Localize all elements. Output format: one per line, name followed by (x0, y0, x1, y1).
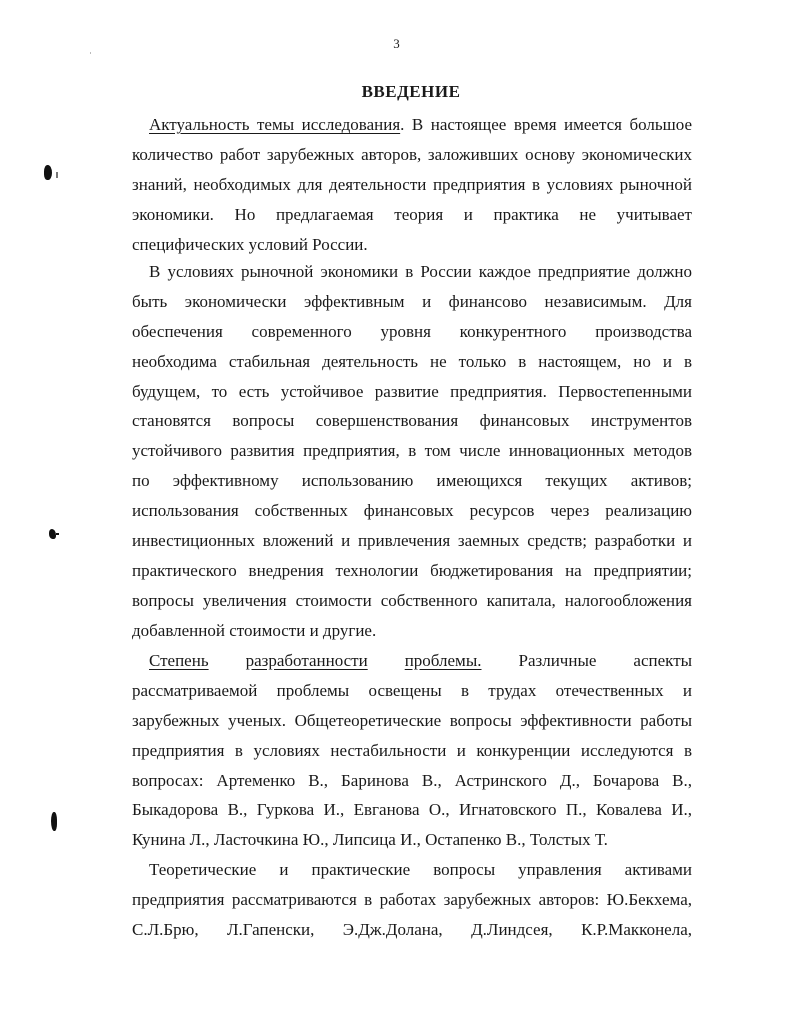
scan-artifact (56, 533, 59, 535)
scan-artifact (51, 812, 57, 831)
scan-artifact (44, 165, 52, 180)
text-line: предприятия в условиях нестабильности и конкуренции исследуются в (132, 740, 692, 760)
page-number: 3 (393, 36, 400, 51)
degree-heading-word: Степень (149, 651, 209, 670)
text-line: зарубежных ученых. Общетеоретические вопросы эффективности работы (132, 710, 692, 730)
paragraph-theoretical-questions (132, 855, 692, 945)
text-line: необходима стабильная деятельность не только в настоящем, но и в (132, 351, 692, 371)
text-line: количество работ зарубежных авторов, заложивших основу экономических (132, 144, 692, 164)
text-line: по эффективному использованию имеющихся текущих активов; (132, 471, 692, 491)
text-line: инвестиционных вложений и привлечения заемных средств; разработки и (132, 531, 692, 551)
text-line: устойчивого развития предприятия, в том числе инновационных методов (132, 441, 692, 461)
paragraph-market-economy (132, 257, 692, 646)
degree-heading-word: проблемы. (404, 651, 482, 670)
text-line: С.Л.Брю, Л.Гапенски, Э.Дж.Долана, Д.Линдсея, К.Р.Макконела, (132, 919, 692, 939)
text-line: рассматриваемой проблемы освещены в трудах отечественных и (132, 680, 692, 700)
text-segment: Различные (518, 651, 597, 670)
degree-heading-word: разработанности (245, 651, 368, 670)
text-line: предприятия рассматриваются в работах зарубежных авторов: Ю.Бекхема, (132, 889, 692, 909)
scan-artifact (56, 172, 58, 178)
scan-artifact (90, 52, 91, 54)
text-line: Теоретические и практические вопросы управления активами (149, 860, 692, 879)
text-line: экономики. Но предлагаемая теория и практика не учитывает (132, 204, 692, 224)
text-line: Кунина Л., Ласточкина Ю., Липсица И., Остапенко В., Толстых Т. (132, 830, 608, 850)
text-line: вопросах: Артеменко В., Баринова В., Астринского Д., Бочарова В., (132, 770, 692, 790)
text-segment: . В настоящее время имеется большое (400, 115, 693, 134)
text-line: вопросы увеличения стоимости собственного капитала, налогообложения (132, 590, 692, 610)
text-line: практического внедрения технологии бюджетирования на предприятии; (132, 560, 692, 580)
text-line: специфических условий России. (132, 234, 368, 254)
text-line: знаний, необходимых для деятельности предприятия в условиях рыночной (132, 174, 692, 194)
text-line: становятся вопросы совершенствования финансовых инструментов (132, 411, 692, 431)
paragraph-degree-of-development (132, 646, 692, 855)
text-line (132, 646, 692, 676)
text-line: обеспечения современного уровня конкурентного производства (132, 321, 692, 341)
text-line: Быкадорова В., Гуркова И., Евганова О., Игнатовского П., Ковалева И., (132, 800, 692, 820)
text-line: быть экономически эффективным и финансово независимым. Для (132, 291, 692, 311)
paragraph-relevance (132, 110, 692, 259)
text-line: добавленной стоимости и другие. (132, 620, 377, 640)
relevance-heading: Актуальность темы исследования (149, 115, 401, 134)
text-line: использования собственных финансовых ресурсов через реализацию (132, 501, 692, 521)
section-title: ВВЕДЕНИЕ (361, 82, 461, 101)
text-line: В условиях рыночной экономики в России каждое предприятие должно (149, 262, 692, 281)
text-segment: аспекты (633, 651, 693, 670)
text-line (132, 110, 692, 140)
text-line: будущем, то есть устойчивое развитие предприятия. Первостепенными (132, 381, 692, 401)
scan-artifact (49, 529, 56, 539)
